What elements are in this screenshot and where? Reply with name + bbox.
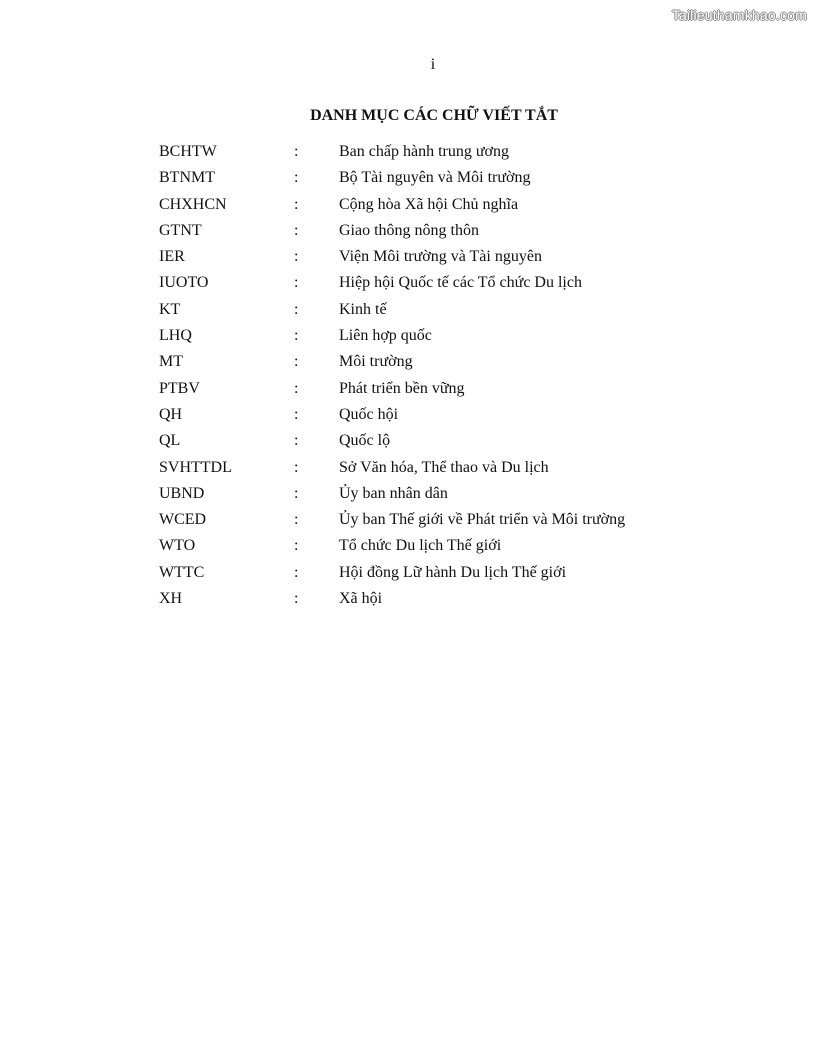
- abbreviation-term: LHQ: [159, 327, 192, 345]
- abbreviation-separator: :: [294, 484, 299, 502]
- abbreviation-meaning: Bộ Tài nguyên và Môi trường: [339, 169, 531, 187]
- abbreviation-separator: :: [294, 221, 299, 239]
- watermark: Tailieuthamkhao.com: [671, 7, 807, 23]
- abbreviation-term: KT: [159, 300, 181, 318]
- abbreviation-term: CHXHCN: [159, 195, 227, 213]
- abbreviation-separator: :: [294, 143, 299, 160]
- abbreviation-meaning: Môi trường: [339, 353, 413, 371]
- abbreviation-separator: :: [294, 248, 299, 266]
- abbreviation-term: MT: [159, 353, 183, 371]
- abbreviation-term: PTBV: [159, 379, 200, 397]
- abbreviation-row: [159, 378, 719, 404]
- abbreviation-term: QH: [159, 405, 183, 423]
- abbreviation-meaning: Liên hợp quốc: [339, 327, 432, 345]
- abbreviation-separator: :: [294, 379, 299, 397]
- abbreviation-row: [159, 588, 719, 614]
- abbreviation-meaning: Ủy ban Thế giới về Phát triển và Môi trường: [339, 511, 626, 529]
- abbreviation-row: [159, 351, 719, 377]
- abbreviation-term: WTTC: [159, 563, 205, 581]
- abbreviation-list: [159, 141, 719, 614]
- abbreviation-term: WCED: [159, 511, 207, 529]
- abbreviation-separator: :: [294, 511, 299, 529]
- abbreviation-row: [159, 457, 719, 483]
- abbreviation-row: [159, 430, 719, 456]
- abbreviation-row: [159, 404, 719, 430]
- abbreviation-term: GTNT: [159, 221, 202, 239]
- abbreviation-separator: :: [294, 300, 299, 318]
- abbreviation-meaning: Phát triển bền vững: [339, 379, 465, 397]
- abbreviation-row: [159, 220, 719, 246]
- abbreviation-meaning: Cộng hòa Xã hội Chủ nghĩa: [339, 195, 519, 213]
- abbreviation-meaning: Hội đồng Lữ hành Du lịch Thế giới: [339, 563, 567, 581]
- abbreviation-term: IER: [159, 248, 185, 266]
- page-title: DANH MỤC CÁC CHỮ VIẾT TẮT: [310, 107, 558, 124]
- abbreviation-row: [159, 272, 719, 298]
- abbreviation-separator: :: [294, 432, 299, 450]
- abbreviation-meaning: Viện Môi trường và Tài nguyên: [339, 248, 542, 266]
- abbreviation-separator: :: [294, 590, 299, 608]
- abbreviation-row: [159, 194, 719, 220]
- abbreviation-separator: :: [294, 458, 299, 476]
- abbreviation-row: [159, 483, 719, 509]
- abbreviation-meaning: Kinh tế: [339, 300, 387, 318]
- abbreviation-term: BCHTW: [159, 143, 217, 160]
- abbreviation-separator: :: [294, 353, 299, 371]
- abbreviation-row: [159, 535, 719, 561]
- abbreviation-meaning: Hiệp hội Quốc tế các Tổ chức Du lịch: [339, 274, 582, 292]
- abbreviation-separator: :: [294, 405, 299, 423]
- abbreviation-row: [159, 509, 719, 535]
- abbreviation-term: UBND: [159, 484, 205, 502]
- abbreviation-term: XH: [159, 590, 183, 608]
- abbreviation-meaning: Giao thông nông thôn: [339, 221, 479, 239]
- abbreviation-term: QL: [159, 432, 181, 450]
- abbreviation-row: [159, 299, 719, 325]
- abbreviation-separator: :: [294, 195, 299, 213]
- abbreviation-meaning: Sở Văn hóa, Thể thao và Du lịch: [339, 458, 549, 476]
- abbreviation-separator: :: [294, 169, 299, 187]
- abbreviation-meaning: Ủy ban nhân dân: [339, 484, 448, 502]
- abbreviation-meaning: Quốc hội: [339, 405, 399, 423]
- abbreviation-row: [159, 325, 719, 351]
- abbreviation-row: [159, 167, 719, 193]
- abbreviation-term: SVHTTDL: [159, 458, 232, 476]
- abbreviation-row: [159, 246, 719, 272]
- abbreviation-separator: :: [294, 274, 299, 292]
- abbreviation-row: [159, 562, 719, 588]
- abbreviation-separator: :: [294, 537, 299, 555]
- abbreviation-row: [159, 141, 719, 167]
- abbreviation-term: IUOTO: [159, 274, 209, 292]
- abbreviation-meaning: Tổ chức Du lịch Thế giới: [339, 537, 502, 555]
- abbreviation-term: BTNMT: [159, 169, 215, 187]
- page-number: i: [430, 56, 436, 73]
- abbreviation-meaning: Ban chấp hành trung ương: [339, 143, 509, 160]
- abbreviation-meaning: Xã hội: [339, 590, 383, 608]
- abbreviation-separator: :: [294, 327, 299, 345]
- abbreviation-separator: :: [294, 563, 299, 581]
- abbreviation-meaning: Quốc lộ: [339, 432, 391, 450]
- abbreviation-term: WTO: [159, 537, 196, 555]
